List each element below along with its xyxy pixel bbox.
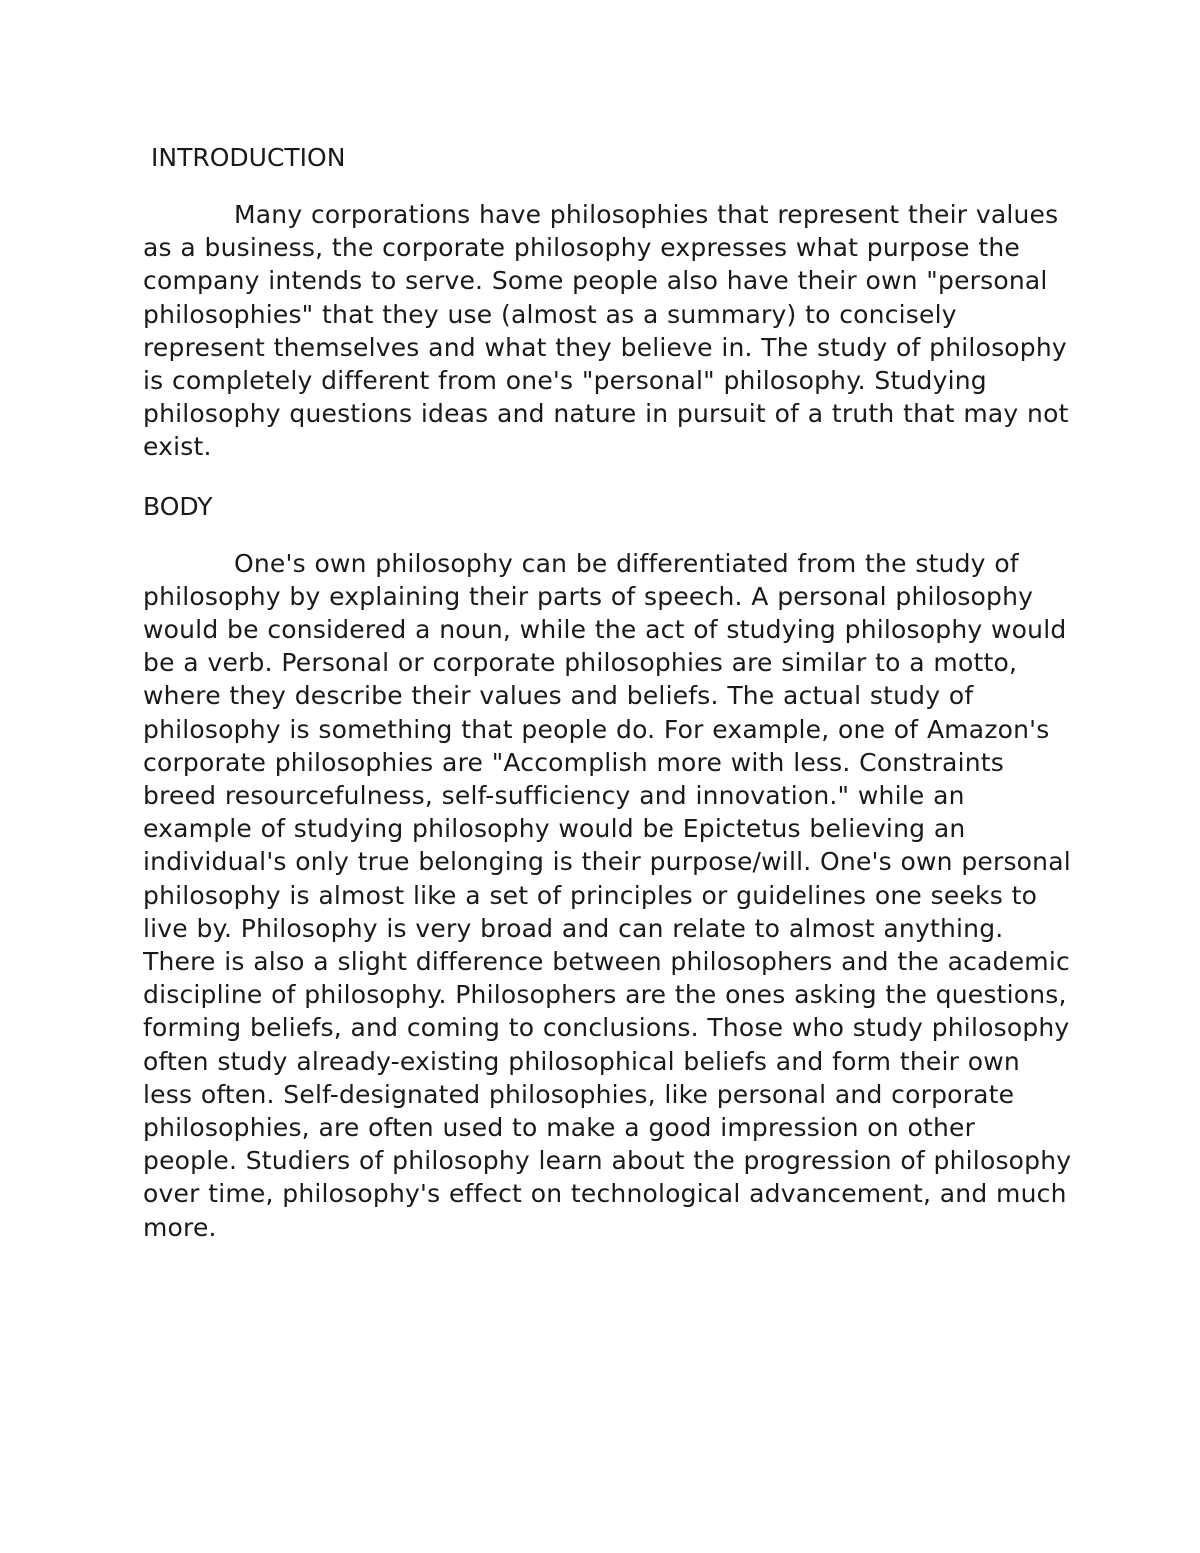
introduction-heading: INTRODUCTION — [151, 143, 346, 172]
body-heading: BODY — [143, 491, 213, 521]
document-content — [143, 141, 1073, 1244]
introduction-paragraph: Many corporations have philosophies that represent their values as a business, the corporate philosophy expresses what purpose the company intends to serve. Some people also have their own "personal philosophies" that they use (almost as a summary) to concisely represent themselves and what they believe in. The study of philosophy is completely different from one's "personal" philosophy. Studying philosophy questions ideas and nature in pursuit of a truth that may not exist. — [143, 200, 1069, 462]
body-paragraph: One's own philosophy can be differentiated from the study of philosophy by explaining their parts of speech. A personal philosophy would be considered a noun, while the act of studying philosophy would be a verb. Personal or corporate philosophies are similar to a motto, where they describe their values and beliefs. The actual study of philosophy is something that people do. For example, one of Amazon's corporate philosophies are "Accomplish more with less. Constraints breed resourcefulness, self-sufficiency and innovation." while an example of studying philosophy would be Epictetus believing an individual's only true belonging is their purpose/will. One's own personal philosophy is almost like a set of principles or guidelines one seeks to live by. Philosophy is very broad and can relate to almost anything. There is also a slight difference between philosophers and the academic discipline of philosophy. Philosophers are the ones asking the questions, forming beliefs, and coming to conclusions. Those who study philosophy often study already-existing philosophical beliefs and form their own less often. Self-designated philosophies, like personal and corporate philosophies, are often used to make a good impression on other people. Studiers of philosophy learn about the progression of philosophy over time, philosophy's effect on technological advancement, and much more. — [143, 548, 1072, 1242]
